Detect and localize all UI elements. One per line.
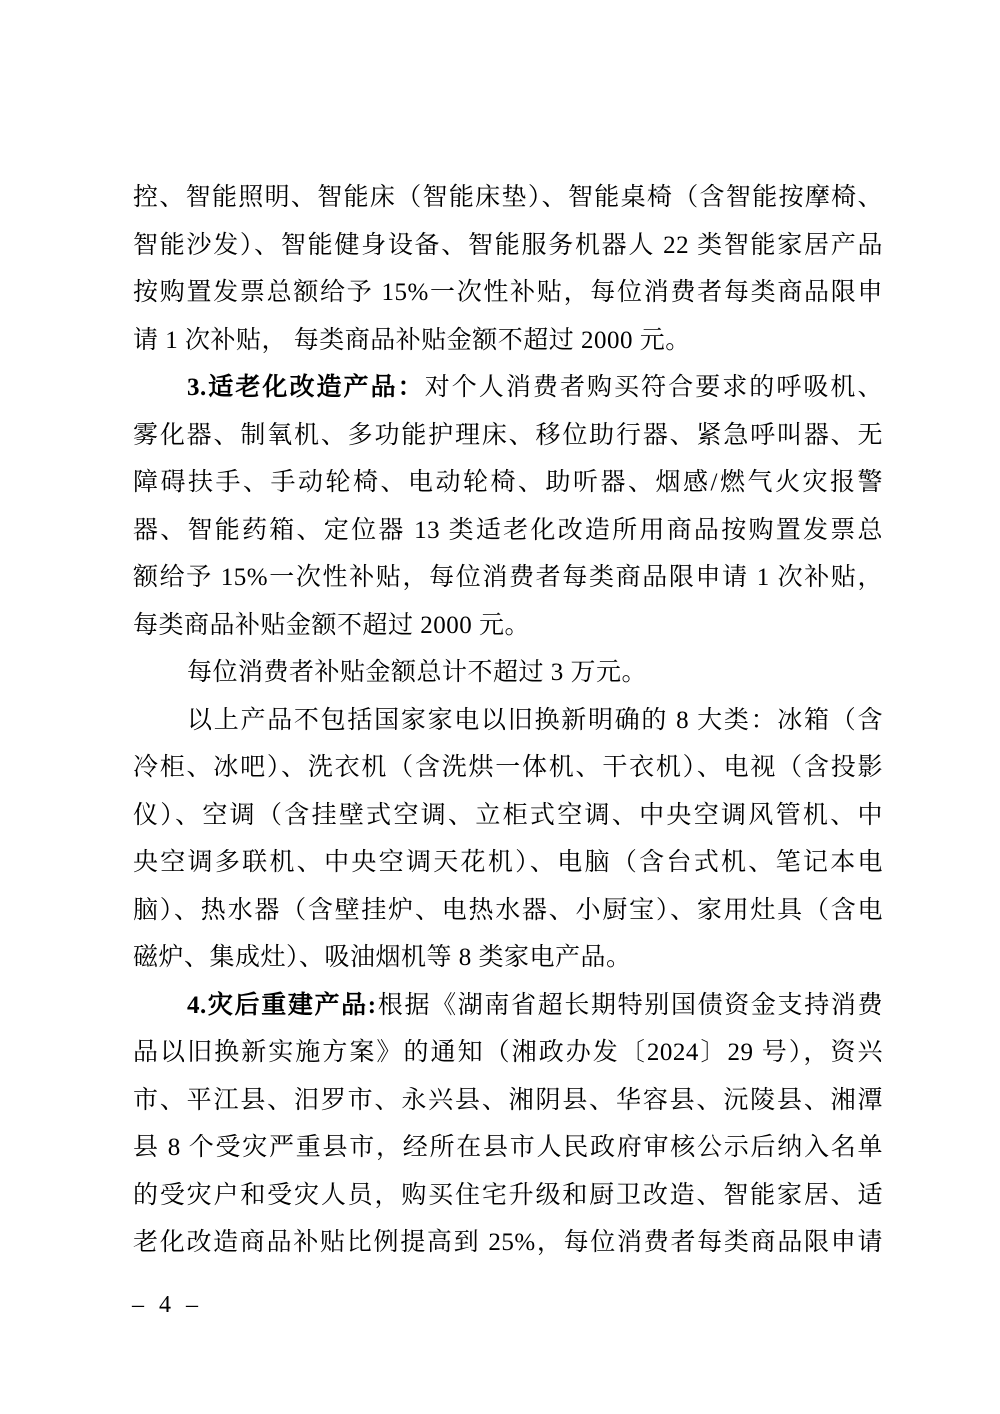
line-text: 额给予 15%一次性补贴，每位消费者每类商品限申请 1 次补贴， [133,564,883,591]
text-line [133,1077,883,1125]
text-line [133,459,883,507]
line-text: 障碍扶手、手动轮椅、电动轮椅、助听器、烟感/燃气火灾报警 [133,469,883,496]
paragraph [133,174,883,364]
text-line [133,269,883,317]
text-line [133,1172,883,1220]
line-text: 仪）、空调（含挂壁式空调、立柜式空调、中央空调风管机、中 [133,801,883,829]
bold-heading: 4.灾后重建产品: [187,991,377,1019]
text-line [133,507,883,555]
line-text: 每类商品补贴金额不超过 2000 元。 [133,611,531,639]
line-text: 每位消费者补贴金额总计不超过 3 万元。 [187,659,648,686]
line-text: 智能沙发）、智能健身设备、智能服务机器人 22 类智能家居产品 [133,231,883,259]
text-line [133,887,883,935]
text-line [133,982,883,1030]
bold-heading: 3.适老化改造产品： [187,374,425,401]
paragraph [133,649,883,697]
line-text: 器、智能药箱、定位器 13 类适老化改造所用商品按购置发票总 [133,516,883,544]
text-line [133,697,883,745]
text-line [133,317,883,365]
line-text: 央空调多联机、中央空调天花机）、电脑（含台式机、笔记本电 [133,849,883,876]
text-line [133,792,883,840]
line-text: 雾化器、制氧机、多功能护理床、移位助行器、紧急呼叫器、无 [133,421,883,449]
text-line [133,174,883,222]
line-text: 老化改造商品补贴比例提高到 25%，每位消费者每类商品限申请 [133,1229,883,1256]
line-text: 县 8 个受灾严重县市，经所在县市人民政府审核公示后纳入名单 [133,1134,883,1161]
paragraph [133,697,883,982]
line-text: 品以旧换新实施方案》的通知（湘政办发〔2024〕29 号），资兴 [133,1039,883,1066]
line-text: 冷柜、冰吧）、洗衣机（含洗烘一体机、干衣机）、电视（含投影 [133,754,883,781]
document-body [133,174,883,1267]
page-number: – 4 – [132,1292,198,1318]
line-text: 对个人消费者购买符合要求的呼吸机、 [424,374,883,401]
line-text: 以上产品不包括国家家电以旧换新明确的 8 大类：冰箱（含 [187,706,883,734]
line-text: 请 1 次补贴， 每类商品补贴金额不超过 2000 元。 [133,326,691,354]
text-line [133,839,883,887]
text-line [133,934,883,982]
line-text: 脑）、热水器（含壁挂炉、电热水器、小厨宝）、家用灶具（含电 [133,896,883,924]
line-text: 磁炉、集成灶）、吸油烟机等 8 类家电产品。 [133,944,632,971]
text-line [133,554,883,602]
text-line [133,744,883,792]
text-line [133,1029,883,1077]
text-line [133,364,883,412]
line-text: 市、平江县、汨罗市、永兴县、湘阴县、华容县、沅陵县、湘潭 [133,1086,883,1114]
text-line [133,222,883,270]
text-line [133,1124,883,1172]
line-text: 控、智能照明、智能床（智能床垫）、智能桌椅（含智能按摩椅、 [133,184,883,211]
text-line [133,602,883,650]
paragraph [133,364,883,649]
line-text: 根据《湖南省超长期特别国债资金支持消费 [376,991,883,1019]
paragraph [133,982,883,1267]
line-text: 按购置发票总额给予 15%一次性补贴，每位消费者每类商品限申 [133,279,883,306]
text-line [133,649,883,697]
text-line [133,412,883,460]
text-line [133,1219,883,1267]
line-text: 的受灾户和受灾人员，购买住宅升级和厨卫改造、智能家居、适 [133,1181,883,1209]
